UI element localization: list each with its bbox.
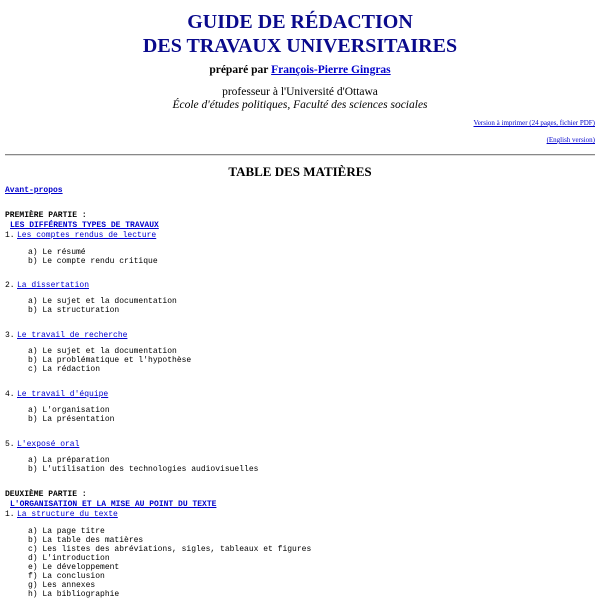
table-of-contents bbox=[5, 186, 595, 599]
list-item: b) La table des matières bbox=[28, 536, 144, 545]
list-item: b) La présentation bbox=[28, 415, 115, 424]
section-link[interactable]: Les comptes rendus de lecture bbox=[17, 231, 157, 240]
section-link[interactable]: L'exposé oral bbox=[17, 440, 80, 449]
part-label: PREMIÈRE PARTIE : bbox=[5, 211, 87, 220]
list-item: e) Le développement bbox=[28, 563, 120, 572]
part-label: DEUXIÈME PARTIE : bbox=[5, 490, 87, 499]
byline bbox=[0, 64, 600, 76]
toc-link-foreword[interactable]: Avant-propos bbox=[5, 186, 63, 195]
list-item: a) Le sujet et la documentation bbox=[28, 347, 177, 356]
section-num: 1. bbox=[5, 510, 15, 519]
section-link[interactable]: Le travail d'équipe bbox=[17, 390, 109, 399]
part-title-link[interactable]: L'ORGANISATION ET LA MISE AU POINT DU TEXTE bbox=[10, 500, 217, 509]
title-line-2: DES TRAVAUX UNIVERSITAIRES bbox=[142, 35, 458, 57]
prepared-by-label: préparé par bbox=[209, 64, 269, 76]
list-item: b) La problématique et l'hypothèse bbox=[28, 356, 192, 365]
list-item: a) L'organisation bbox=[28, 406, 110, 415]
list-item: c) La rédaction bbox=[28, 365, 101, 374]
section-num: 2. bbox=[5, 281, 15, 290]
section-link[interactable]: Le travail de recherche bbox=[17, 331, 128, 340]
list-item: b) L'utilisation des technologies audiovisuelles bbox=[28, 465, 259, 474]
section-link[interactable]: La structure du texte bbox=[17, 510, 118, 519]
list-item: f) La conclusion bbox=[28, 572, 105, 581]
title-line-1: GUIDE DE RÉDACTION bbox=[187, 11, 413, 33]
author-affiliation bbox=[0, 86, 600, 112]
page-title bbox=[0, 10, 600, 58]
author-role: professeur à l'Université d'Ottawa bbox=[222, 86, 378, 98]
list-item: d) L'introduction bbox=[28, 554, 110, 563]
author-school: École d'études politiques, Faculté des sciences sociales bbox=[172, 99, 428, 111]
list-item: b) Le compte rendu critique bbox=[28, 257, 158, 266]
list-item: g) Les annexes bbox=[28, 581, 96, 590]
divider bbox=[5, 154, 595, 156]
section-num: 5. bbox=[5, 440, 15, 449]
section-link[interactable]: La dissertation bbox=[17, 281, 90, 290]
list-item: c) Les listes des abréviations, sigles, tableaux et figures bbox=[28, 545, 312, 554]
section-num: 3. bbox=[5, 331, 15, 340]
section-num: 4. bbox=[5, 390, 15, 399]
list-item: a) La page titre bbox=[28, 527, 105, 536]
list-item: b) La structuration bbox=[28, 306, 120, 315]
list-item: a) La préparation bbox=[28, 456, 110, 465]
section-num: 1. bbox=[5, 231, 15, 240]
author-link[interactable]: François-Pierre Gingras bbox=[271, 64, 391, 76]
list-item: a) Le résumé bbox=[28, 248, 86, 257]
part-title-link[interactable]: LES DIFFÉRENTS TYPES DE TRAVAUX bbox=[10, 221, 159, 230]
toc-title: TABLE DES MATIÈRES bbox=[228, 164, 372, 179]
list-item: h) La bibliographie bbox=[28, 590, 120, 599]
print-version-link[interactable]: Version à imprimer (24 pages, fichier PDF) bbox=[473, 119, 595, 127]
list-item: a) Le sujet et la documentation bbox=[28, 297, 177, 306]
english-version-link[interactable]: (English version) bbox=[546, 136, 595, 144]
